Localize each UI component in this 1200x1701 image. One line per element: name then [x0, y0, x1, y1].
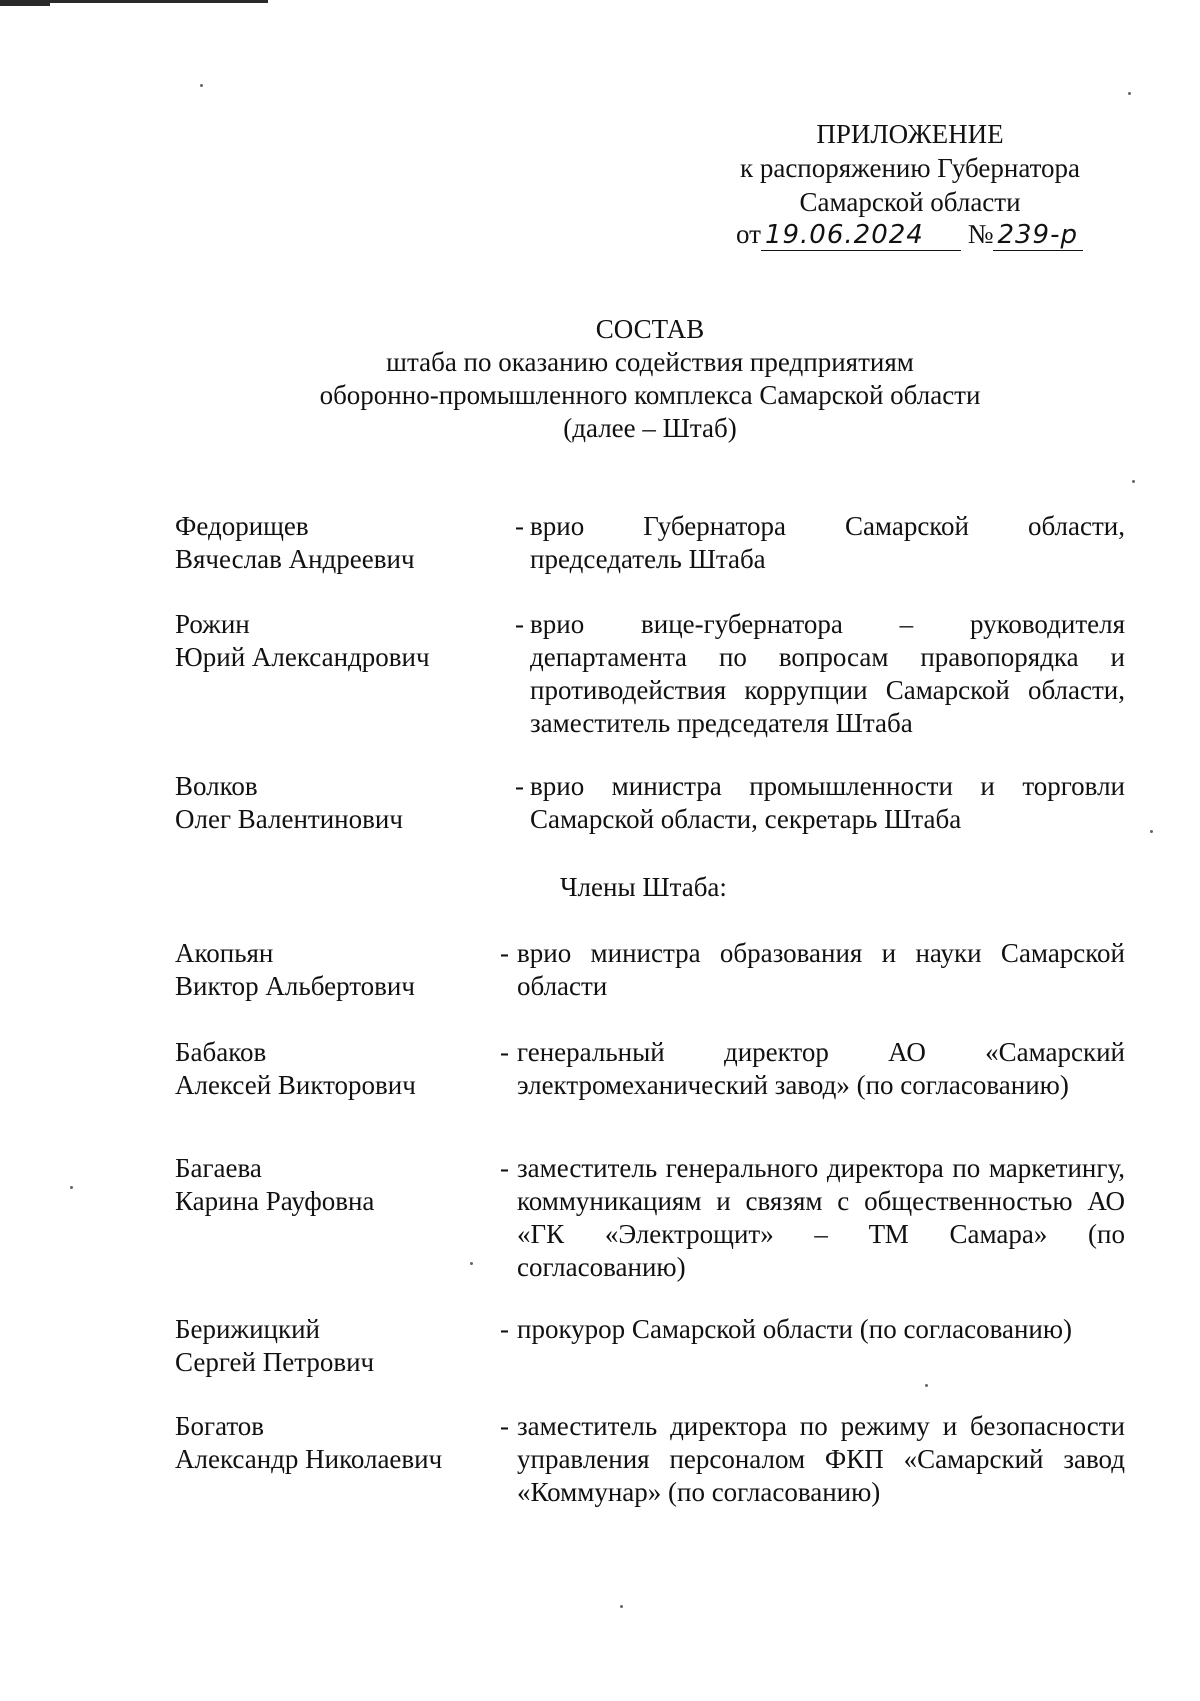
number-prefix: №: [967, 219, 994, 249]
dash-separator: -: [500, 1314, 509, 1344]
person-surname: Богатов: [175, 1411, 265, 1441]
dash-separator: -: [500, 938, 509, 968]
person-given-name: Виктор Альбертович: [175, 971, 415, 1001]
person-given-name: Сергей Петрович: [175, 1347, 375, 1377]
date-handwritten: 19.06.2024: [764, 220, 924, 250]
dash-separator: -: [515, 511, 524, 541]
person-surname: Бабаков: [175, 1037, 267, 1067]
person-role: врио Губернатора Самарской области, председатель Штаба: [530, 511, 1125, 574]
dash-separator: -: [500, 1153, 509, 1183]
scan-speck: [1128, 92, 1131, 95]
person-surname: Федорищев: [175, 511, 309, 541]
person-role: генеральный директор АО «Самарский электромеханический завод» (по согласованию): [517, 1037, 1125, 1100]
members-heading: Члены Штаба:: [560, 872, 727, 902]
document-title: [200, 313, 1100, 445]
person-name: [175, 510, 505, 576]
scan-speck: [620, 1605, 623, 1608]
person-name: [175, 937, 505, 1003]
person-given-name: Вячеслав Андреевич: [175, 544, 415, 574]
person-name: [175, 1410, 505, 1476]
person-role: заместитель генерального директора по маркетингу, коммуникациям и связям с общественностью АО «ГК «Электрощит» – ТМ Самара» (по согласованию): [517, 1153, 1125, 1282]
person-given-name: Олег Валентинович: [175, 804, 403, 834]
scan-speck: [1132, 480, 1135, 483]
title-subtitle-2: оборонно-промышленного комплекса Самарской области: [319, 380, 981, 410]
person-name: [175, 1313, 505, 1379]
person-surname: Акопьян: [175, 938, 274, 968]
person-name: [175, 608, 505, 674]
person-surname: Берижицкий: [175, 1314, 321, 1344]
person-name: [175, 770, 505, 836]
dash-separator: -: [515, 609, 524, 639]
person-given-name: Карина Рауфовна: [175, 1186, 375, 1216]
appendix-reference: к распоряжению Губернатора: [739, 153, 1081, 183]
appendix-title: ПРИЛОЖЕНИЕ: [816, 119, 1004, 149]
scan-speck: [1150, 830, 1153, 833]
person-role: заместитель директора по режиму и безопасности управления персоналом ФКП «Самарский завод «Коммунар» (по согласованию): [517, 1411, 1125, 1507]
person-role: врио вице-губернатора – руководителя департамента по вопросам правопорядка и противодействия коррупции Самарской области, заместитель председателя Штаба: [530, 609, 1125, 738]
person-role: врио министра образования и науки Самарской области: [517, 938, 1125, 1001]
document-date-line: [736, 218, 1116, 251]
person-given-name: Александр Николаевич: [175, 1444, 443, 1474]
scan-speck: [925, 1384, 928, 1387]
appendix-header: [720, 118, 1100, 220]
person-surname: Волков: [175, 771, 258, 801]
scan-edge-mark: [0, 0, 50, 6]
person-given-name: Алексей Викторович: [175, 1070, 416, 1100]
scan-speck: [200, 84, 203, 87]
scan-speck: [470, 1262, 473, 1265]
dash-separator: -: [515, 771, 524, 801]
date-field: [761, 219, 961, 251]
date-prefix: от: [736, 219, 761, 249]
person-surname: Рожин: [175, 609, 250, 639]
person-surname: Багаева: [175, 1153, 262, 1183]
number-handwritten: 239-р: [997, 220, 1078, 250]
title-subtitle-1: штаба по оказанию содействия предприятиям: [386, 347, 914, 377]
person-given-name: Юрий Александрович: [175, 642, 430, 672]
person-role: прокурор Самарской области (по согласованию): [517, 1314, 1073, 1344]
person-name: [175, 1152, 505, 1218]
dash-separator: -: [500, 1037, 509, 1067]
person-name: [175, 1036, 505, 1102]
person-role: врио министра промышленности и торговли Самарской области, секретарь Штаба: [530, 771, 1125, 834]
title-subtitle-3: (далее – Штаб): [563, 413, 737, 443]
dash-separator: -: [500, 1411, 509, 1441]
scan-speck: [70, 1186, 73, 1189]
title-heading: СОСТАВ: [595, 314, 705, 344]
appendix-region: Самарской области: [799, 187, 1021, 217]
number-field: [993, 219, 1083, 251]
